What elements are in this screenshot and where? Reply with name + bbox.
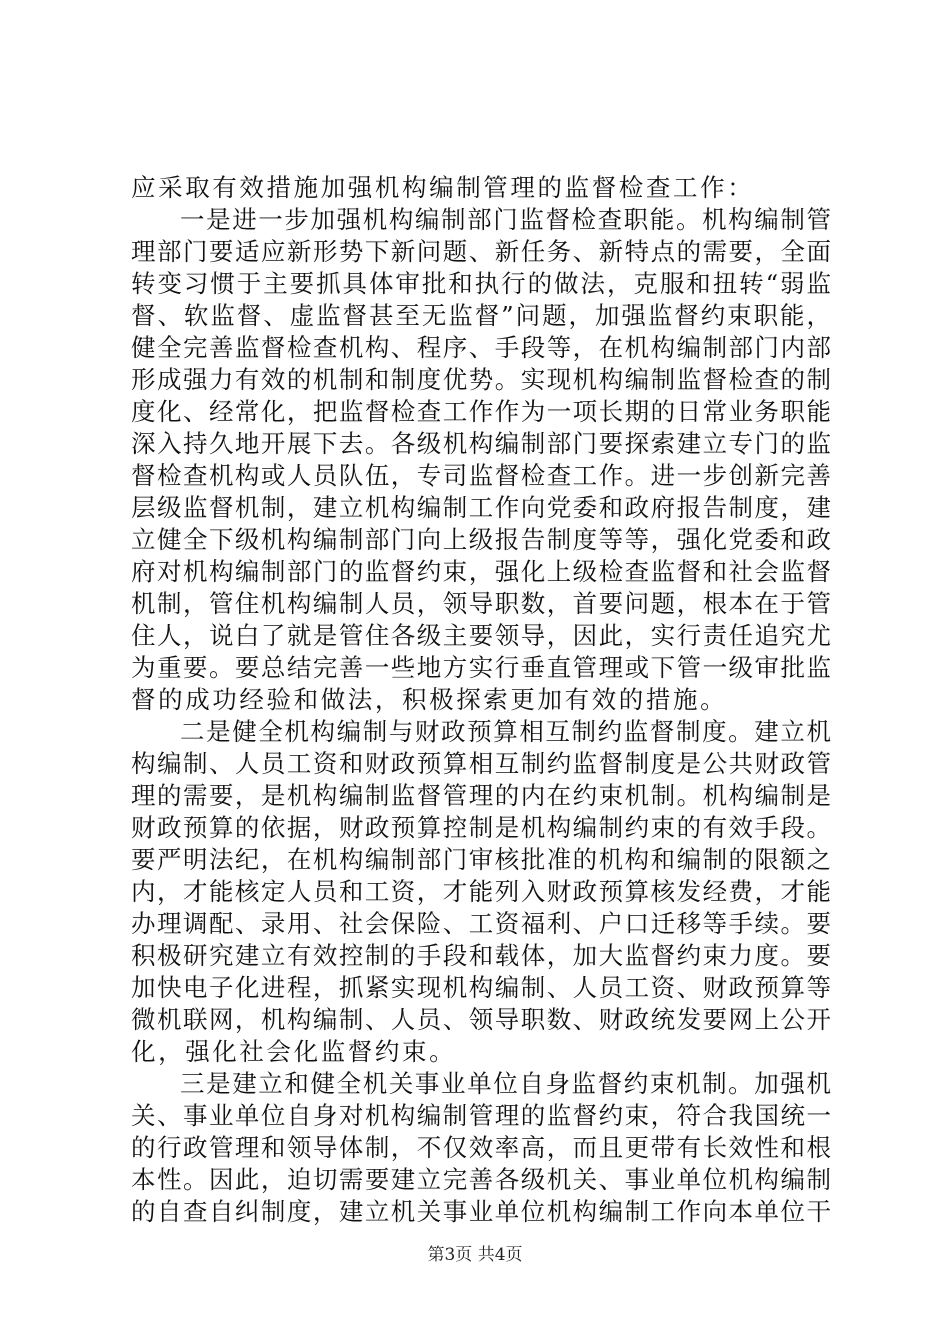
text-line: 督、软监督、虚监督甚至无监督”问题，加强监督约束职能，: [131, 301, 831, 330]
text-line: 理的需要，是机构编制监督管理的内在约束机制。机构编制是: [131, 781, 831, 810]
page-number-footer: 第3页 共4页: [427, 1245, 523, 1265]
text-line: 机制，管住机构编制人员，领导职数，首要问题，根本在于管: [131, 589, 831, 618]
text-line: 住人，说白了就是管住各级主要领导，因此，实行责任追究尤: [131, 621, 831, 650]
text-line: 立健全下级机构编制部门向上级报告制度等等，强化党委和政: [131, 525, 831, 554]
text-line: 要严明法纪，在机构编制部门审核批准的机构和编制的限额之: [131, 845, 831, 874]
text-line: 度化、经常化，把监督检查工作作为一项长期的日常业务职能: [131, 397, 831, 426]
text-line: 积极研究建立有效控制的手段和载体，加大监督约束力度。要: [131, 941, 831, 970]
text-line: 的自查自纠制度，建立机关事业单位机构编制工作向本单位干: [131, 1197, 831, 1226]
text-line: 关、事业单位自身对机构编制管理的监督约束，符合我国统一: [131, 1101, 831, 1130]
text-line: 本性。因此，迫切需要建立完善各级机关、事业单位机构编制: [131, 1165, 831, 1194]
text-line: 内，才能核定人员和工资，才能列入财政预算核发经费，才能: [131, 877, 831, 906]
text-line: 为重要。要总结完善一些地方实行垂直管理或下管一级审批监: [131, 653, 831, 682]
text-line: 府对机构编制部门的监督约束，强化上级检查监督和社会监督: [131, 557, 831, 586]
text-line: 化，强化社会化监督约束。: [131, 1037, 457, 1066]
text-line: 转变习惯于主要抓具体审批和执行的做法，克服和扭转“弱监: [131, 269, 831, 298]
body-text: [131, 172, 831, 1228]
text-line: 财政预算的依据，财政预算控制是机构编制约束的有效手段。: [131, 813, 831, 842]
text-line: 三是建立和健全机关事业单位自身监督约束机制。加强机: [180, 1069, 831, 1098]
text-line: 深入持久地开展下去。各级机构编制部门要探索建立专门的监: [131, 429, 831, 458]
text-line: 构编制、人员工资和财政预算相互制约监督制度是公共财政管: [131, 749, 831, 778]
text-line: 督的成功经验和做法，积极探索更加有效的措施。: [131, 685, 728, 714]
text-line: 办理调配、录用、社会保险、工资福利、户口迁移等手续。要: [131, 909, 831, 938]
text-line: 应采取有效措施加强机构编制管理的监督检查工作：: [131, 173, 755, 202]
text-line: 理部门要适应新形势下新问题、新任务、新特点的需要，全面: [131, 237, 831, 266]
text-line: 形成强力有效的机制和制度优势。实现机构编制监督检查的制: [131, 365, 831, 394]
text-line: 督检查机构或人员队伍，专司监督检查工作。进一步创新完善: [131, 461, 831, 490]
text-line: 健全完善监督检查机构、程序、手段等，在机构编制部门内部: [131, 333, 831, 362]
text-line: 层级监督机制，建立机构编制工作向党委和政府报告制度，建: [131, 493, 831, 522]
text-line: 微机联网，机构编制、人员、领导职数、财政统发要网上公开: [131, 1005, 831, 1034]
text-line: 的行政管理和领导体制，不仅效率高，而且更带有长效性和根: [131, 1133, 831, 1162]
text-line: 二是健全机构编制与财政预算相互制约监督制度。建立机: [180, 717, 831, 746]
text-line: 加快电子化进程，抓紧实现机构编制、人员工资、财政预算等: [131, 973, 831, 1002]
text-line: 一是进一步加强机构编制部门监督检查职能。机构编制管: [180, 205, 831, 234]
